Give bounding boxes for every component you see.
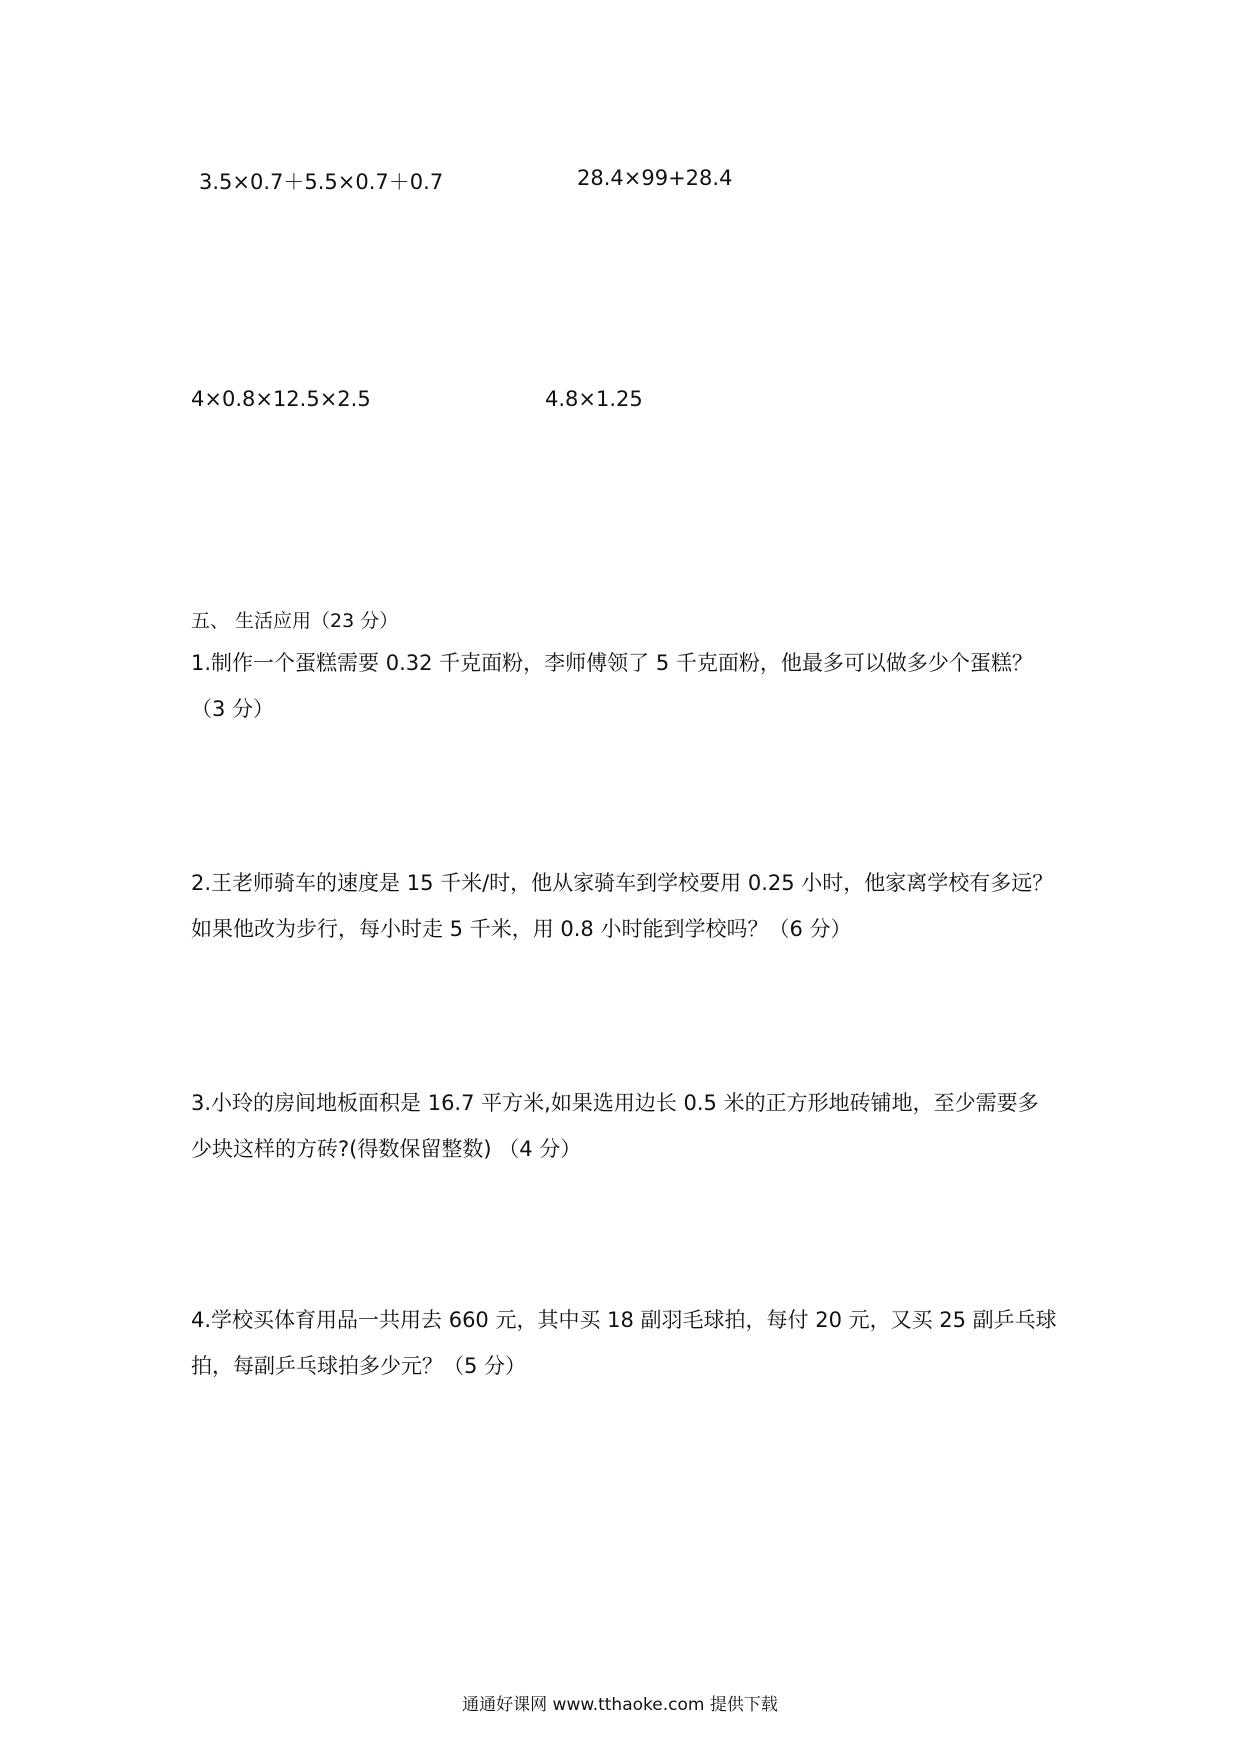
problem-3-line-1: 3.小玲的房间地板面积是 16.7 平方米,如果选用边长 0.5 米的正方形地砖铺地，至少需要多	[191, 1091, 1039, 1115]
problem-3-line-2: 少块这样的方砖?(得数保留整数) （4 分）	[191, 1137, 582, 1161]
problem-1-line-2: （3 分）	[191, 697, 275, 721]
calc-expression-3: 4×0.8×12.5×2.5	[191, 387, 371, 411]
problem-4-line-1: 4.学校买体育用品一共用去 660 元，其中买 18 副羽毛球拍，每付 20 元，又买 25 副乒乓球	[191, 1308, 1057, 1332]
calc-expression-4: 4.8×1.25	[545, 387, 643, 411]
footer-source-text: 通通好课网 www.tthaoke.com 提供下载	[462, 1695, 778, 1715]
problem-4-line-2: 拍，每副乒乓球拍多少元？（5 分）	[191, 1354, 527, 1378]
problem-2-line-2: 如果他改为步行，每小时走 5 千米，用 0.8 小时能到学校吗？（6 分）	[191, 917, 852, 941]
calc-expression-1: 3.5×0.7＋5.5×0.7＋0.7	[199, 170, 444, 194]
problem-2-line-1: 2.王老师骑车的速度是 15 千米/时，他从家骑车到学校要用 0.25 小时，他家离学校有多远？	[191, 871, 1054, 895]
problem-2	[191, 860, 1071, 952]
problem-1	[191, 640, 1071, 732]
calc-expression-2: 28.4×99+28.4	[577, 166, 733, 190]
problem-4	[191, 1297, 1071, 1389]
problem-1-line-1: 1.制作一个蛋糕需要 0.32 千克面粉，李师傅领了 5 千克面粉，他最多可以做多少个蛋糕？	[191, 651, 1033, 675]
problem-3	[191, 1080, 1071, 1172]
section-title: 五、 生活应用（23 分）	[191, 610, 399, 632]
